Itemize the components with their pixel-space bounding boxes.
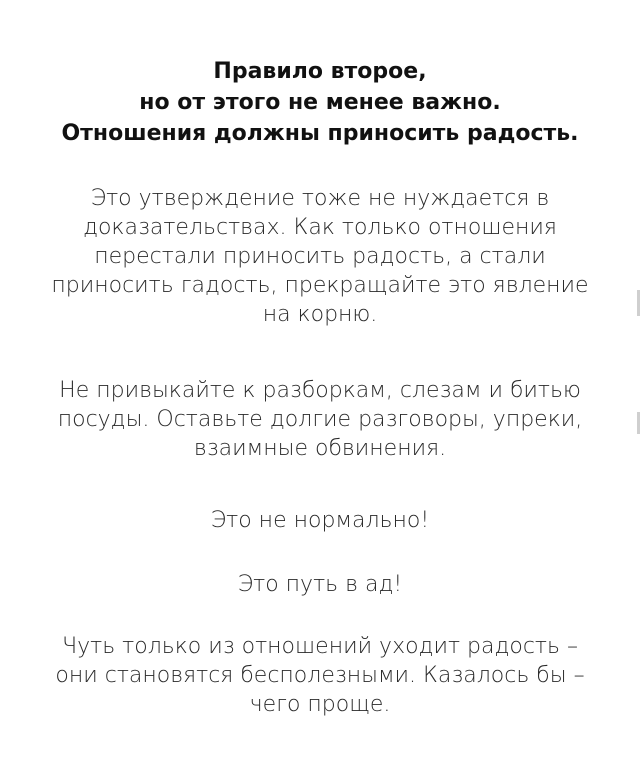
paragraph-path xyxy=(20,570,620,599)
paragraph-line: Это утверждение тоже не нуждается в xyxy=(90,186,550,211)
paragraph-advice xyxy=(20,376,620,463)
paragraph-line: на корню. xyxy=(262,302,378,327)
paragraph-intro xyxy=(20,184,620,329)
title-line-3: Отношения должны приносить радость. xyxy=(61,121,579,146)
paragraph-line: Чуть только из отношений уходит радость – xyxy=(62,634,578,659)
paragraph-line: они становятся бесполезными. Казалось бы – xyxy=(55,663,585,688)
paragraph-line: перестали приносить радость, а стали xyxy=(94,244,546,269)
paragraph-line: доказательствах. Как только отношения xyxy=(83,215,557,240)
paragraph-line: Не привыкайте к разборкам, слезам и битью xyxy=(59,378,581,403)
paragraph-line: приносить гадость, прекращайте это явление xyxy=(51,273,589,298)
page-title xyxy=(0,56,640,149)
paragraph-line: Это путь в ад! xyxy=(237,572,403,597)
paragraph-conclusion xyxy=(20,632,620,719)
title-line-1: Правило второе, xyxy=(213,59,427,84)
paragraph-line: Это не нормально! xyxy=(210,508,430,533)
paragraph-not-normal xyxy=(20,506,620,535)
paragraph-line: посуды. Оставьте долгие разговоры, упреки, xyxy=(57,407,583,432)
paragraph-line: чего проще. xyxy=(249,692,391,717)
paragraph-line: взаимные обвинения. xyxy=(193,436,447,461)
title-line-2: но от этого не менее важно. xyxy=(139,90,501,115)
